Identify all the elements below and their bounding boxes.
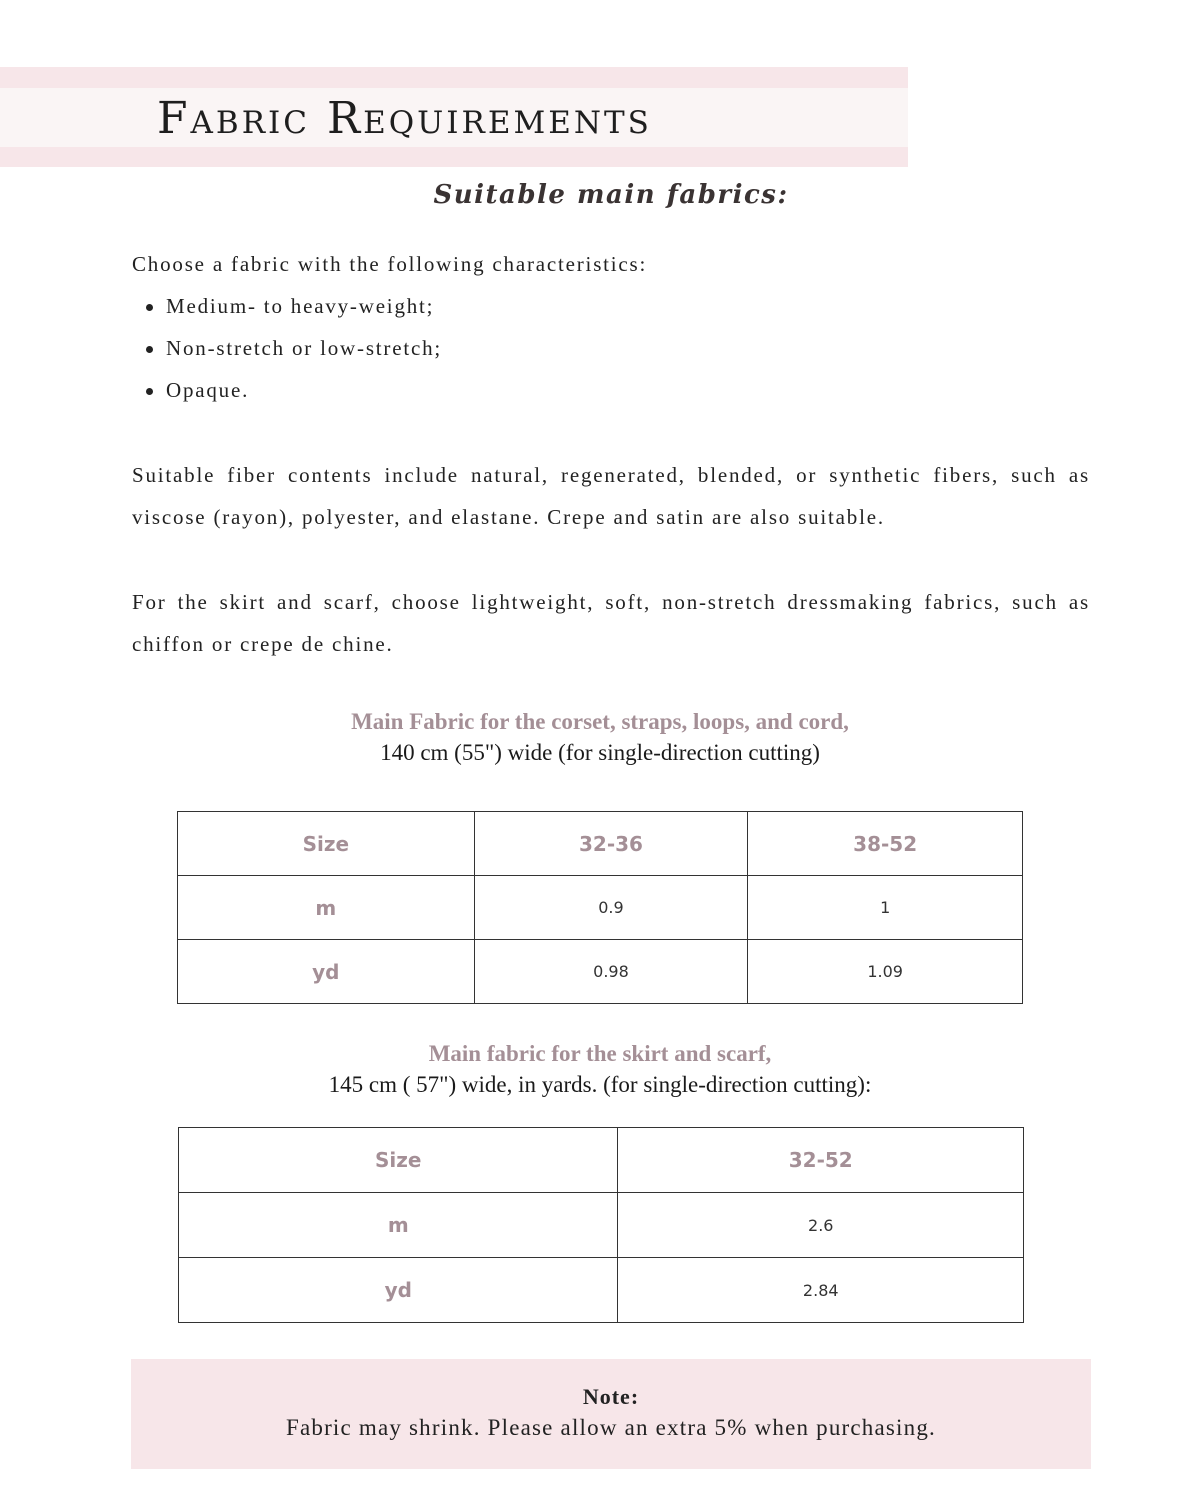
section-subtitle: Suitable main fabrics: — [433, 180, 789, 210]
table-header-cell: 32-52 — [618, 1128, 1024, 1193]
table-caption-head: Main Fabric for the corset, straps, loops, and cord, — [351, 709, 849, 734]
fiber-paragraph: Suitable fiber contents include natural, regenerated, blended, or synthetic fibers, such as viscose (rayon), polyester, and elastane. Crepe and satin are also suitable. — [132, 463, 1090, 529]
intro-lead: Choose a fabric with the following characteristics: — [132, 252, 648, 276]
note-box — [131, 1359, 1091, 1469]
table-row — [178, 876, 1023, 940]
table-header-row — [178, 812, 1023, 876]
table-caption-head: Main fabric for the skirt and scarf, — [428, 1041, 772, 1066]
list-item: Non-stretch or low-stretch; — [132, 327, 1090, 369]
corset-fabric-table — [177, 811, 1023, 1004]
table-cell: 2.84 — [618, 1258, 1024, 1323]
table-row-label: yd — [178, 940, 475, 1004]
table-row — [179, 1258, 1024, 1323]
table-caption-sub: 145 cm ( 57") wide, in yards. (for single-direction cutting): — [328, 1072, 872, 1097]
table-caption-skirt — [0, 1038, 1200, 1100]
table-row — [179, 1193, 1024, 1258]
table-caption-sub: 140 cm (55") wide (for single-direction cutting) — [380, 740, 820, 765]
table-header-row — [179, 1128, 1024, 1193]
table-row-label: m — [179, 1193, 618, 1258]
list-item: Opaque. — [132, 369, 1090, 411]
note-text: Fabric may shrink. Please allow an extra 5% when purchasing. — [285, 1415, 937, 1440]
table-cell: 0.9 — [474, 876, 748, 940]
list-item: Medium- to heavy-weight; — [132, 285, 1090, 327]
table-cell: 1.09 — [748, 940, 1023, 1004]
table-caption-corset — [0, 706, 1200, 768]
characteristics-list — [132, 285, 1090, 411]
table-row-label: m — [178, 876, 475, 940]
skirt-fabric-table — [178, 1127, 1024, 1323]
page-title: Fabric Requirements — [157, 93, 652, 144]
note-title: Note: — [582, 1384, 640, 1409]
table-header-cell: Size — [179, 1128, 618, 1193]
intro-block — [132, 243, 1090, 411]
table-header-cell: 38-52 — [748, 812, 1023, 876]
table-header-cell: Size — [178, 812, 475, 876]
table-cell: 0.98 — [474, 940, 748, 1004]
table-cell: 2.6 — [618, 1193, 1024, 1258]
skirt-scarf-paragraph: For the skirt and scarf, choose lightweight, soft, non-stretch dressmaking fabrics, such as chiffon or crepe de chine. — [132, 590, 1090, 656]
table-row-label: yd — [179, 1258, 618, 1323]
table-row — [178, 940, 1023, 1004]
table-cell: 1 — [748, 876, 1023, 940]
table-header-cell: 32-36 — [474, 812, 748, 876]
